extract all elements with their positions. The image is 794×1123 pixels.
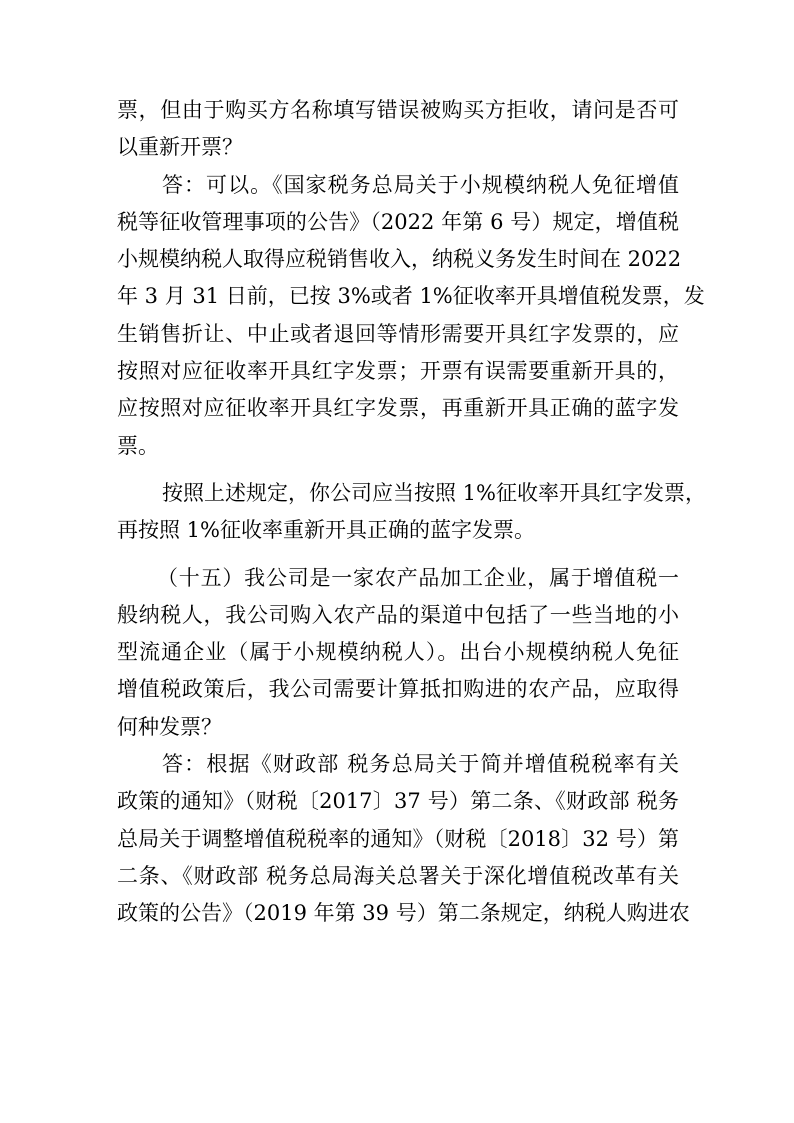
paragraph-answer-15 — [117, 746, 690, 932]
text-line: 般纳税人，我公司购入农产品的渠道中包括了一些当地的小 — [117, 602, 679, 627]
paragraph-gap — [117, 550, 679, 560]
text-line: （十五）我公司是一家农产品加工企业，属于增值税一 — [157, 565, 679, 590]
text-line: 再按照 1%征收率重新开具正确的蓝字发票。 — [117, 518, 535, 543]
text-line: 政策的通知》（财税〔2017〕37 号）第二条、《财政部 税务 — [117, 789, 679, 814]
text-line: 增值税政策后，我公司需要计算抵扣购进的农产品，应取得 — [117, 677, 679, 702]
paragraph-question-15 — [117, 560, 679, 746]
paragraph-question-continued — [117, 92, 679, 167]
text-line: 答：可以。《国家税务总局关于小规模纳税人免征增值 — [162, 172, 679, 197]
text-line: 应按照对应征收率开具红字发票，再重新开具正确的蓝字发 — [117, 396, 679, 421]
paragraph-conclusion-14 — [117, 475, 706, 550]
text-line: 税等征收管理事项的公告》（2022 年第 6 号）规定，增值税 — [117, 209, 679, 234]
text-line: 按照上述规定，你公司应当按照 1%征收率开具红字发票， — [162, 480, 706, 505]
text-line: 票。 — [117, 433, 159, 458]
text-line: 总局关于调整增值税税率的通知》（财税〔2018〕32 号）第 — [117, 826, 679, 851]
text-line: 型流通企业（属于小规模纳税人）。出台小规模纳税人免征 — [117, 640, 679, 665]
text-line: 何种发票？ — [117, 714, 222, 739]
text-line: 小规模纳税人取得应税销售收入，纳税义务发生时间在 2022 — [117, 247, 682, 272]
text-line: 二条、《财政部 税务总局海关总署关于深化增值税改革有关 — [117, 863, 679, 888]
document-body — [117, 92, 706, 933]
text-line: 按照对应征收率开具红字发票；开票有误需要重新开具的， — [117, 359, 679, 384]
text-line: 生销售折让、中止或者退回等情形需要开具红字发票的，应 — [117, 321, 679, 346]
paragraph-answer-14 — [117, 167, 705, 465]
text-line: 答：根据《财政部 税务总局关于简并增值税税率有关 — [162, 752, 679, 777]
text-line: 以重新开票？ — [117, 135, 243, 160]
text-line: 政策的公告》（2019 年第 39 号）第二条规定，纳税人购进农 — [117, 901, 690, 926]
text-line: 票，但由于购买方名称填写错误被购买方拒收，请问是否可 — [117, 98, 679, 122]
text-line: 年 3 月 31 日前，已按 3%或者 1%征收率开具增值税发票，发 — [117, 284, 705, 309]
paragraph-gap — [117, 465, 679, 475]
